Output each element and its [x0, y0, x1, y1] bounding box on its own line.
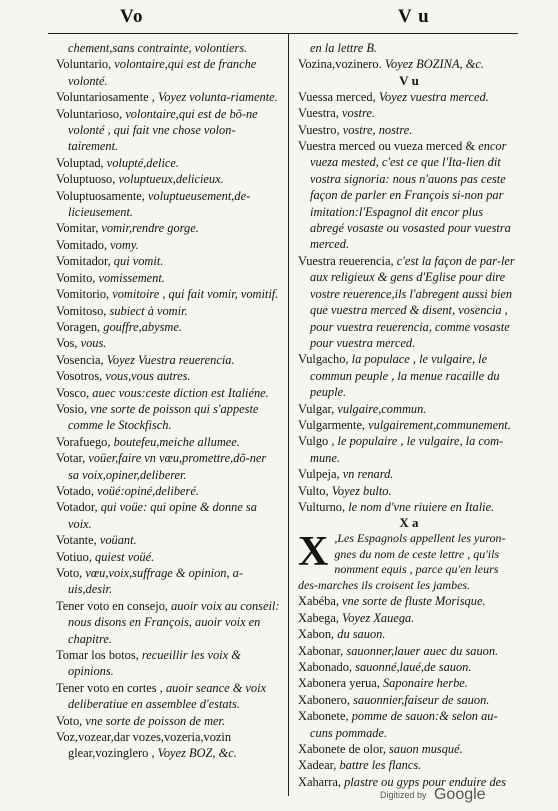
dictionary-entry — [298, 433, 520, 466]
entry-definition: auoir voix au conseil: nous disons en François, auoir voix en chapitre. — [68, 598, 280, 646]
entry-definition: sauonné,laué,de sauon. — [355, 660, 472, 674]
entry-definition: vomitoire , qui fait vomir, vomitif. — [112, 287, 279, 302]
entry-headword: Vozina,vozinero. — [298, 57, 382, 72]
entry-headword: Voragen, — [56, 319, 101, 334]
entry-definition: vostre. — [342, 106, 375, 121]
entry-headword: Voto, — [56, 566, 83, 580]
entry-definition: en la lettre B. — [310, 41, 377, 55]
entry-headword: Vulgacho, — [298, 352, 349, 367]
dictionary-entry — [298, 483, 520, 499]
dictionary-entry — [56, 89, 280, 105]
dictionary-entry — [298, 659, 520, 675]
entry-headword: Vomitado, — [56, 237, 108, 252]
xa-intro-text: ,Les Espagnols appellent les yuron-gnes du nom de ceste lettre , qu'ils nomment equis , parce qu'en leurs des-marches ils croisent les jambes. — [298, 531, 506, 592]
dictionary-entry — [56, 450, 280, 483]
entry-headword: Xadear, — [298, 758, 337, 773]
entry-definition: Voyez Vuestra reuerencia. — [106, 352, 235, 367]
entry-headword: Voz,vozear,dar vozes,vozeria,vozin glear,vozinglero , — [56, 730, 232, 761]
entry-definition: Voyez bulto. — [331, 483, 392, 498]
entry-definition: vous,vous autres. — [105, 369, 191, 384]
dictionary-entry — [56, 499, 280, 532]
dictionary-entry — [56, 401, 280, 434]
dictionary-entry — [56, 598, 280, 647]
header-right: V u — [398, 6, 430, 27]
entry-definition: Voyez Xauega. — [342, 610, 415, 625]
dictionary-entry — [298, 138, 520, 253]
dictionary-entry — [56, 270, 280, 286]
header-left: Vo — [120, 6, 144, 27]
entry-definition: voüer,faire vn vœu,promettre,dõ-ner sa voix,opiner,deliberer. — [68, 451, 267, 482]
entry-headword: Vosio, — [56, 401, 88, 416]
entry-definition: voüé:opiné,deliberé. — [97, 483, 199, 498]
entry-definition: vn renard. — [342, 467, 394, 482]
entry-headword: Vomito, — [56, 270, 96, 285]
entry-headword: Voto, — [56, 713, 83, 728]
entry-definition: la populace , le vulgaire, le commun peuple , la menue racaille du peuple. — [310, 352, 500, 400]
entry-headword: Xabonera yerua, — [298, 676, 380, 691]
entry-headword: Tener voto en cortes , — [56, 680, 163, 695]
entry-definition: sauonner,lauer auec du sauon. — [346, 643, 499, 658]
entry-definition: plastre ou gyps pour enduire des — [344, 774, 506, 789]
entry-definition: vne sorte de fluste Morisque. — [342, 594, 486, 609]
digitized-footer — [380, 786, 486, 804]
header-rule — [48, 33, 518, 34]
entry-headword: Votador, — [56, 500, 98, 515]
dictionary-entry — [298, 692, 520, 708]
entry-definition: Voyez BOZINA, &c. — [384, 57, 484, 72]
entry-headword: Voluptuoso, — [56, 172, 116, 187]
entry-definition: Voyez volunta-riamente. — [158, 90, 278, 105]
dictionary-entry — [56, 647, 280, 680]
entry-definition: battre les flancs. — [339, 758, 422, 773]
entry-definition: voluptueux,delicieux. — [118, 172, 224, 187]
entry-headword: Voluptad, — [56, 155, 104, 170]
dictionary-entry — [298, 40, 520, 56]
entry-definition: vulgairement,communement. — [368, 417, 511, 432]
dictionary-entry — [298, 675, 520, 691]
entry-headword: Tomar los botos, — [56, 648, 139, 663]
dictionary-entry — [56, 729, 280, 762]
digitized-label: Digitized by — [380, 789, 427, 800]
dictionary-entry — [56, 319, 280, 335]
dictionary-entry — [56, 155, 280, 171]
entry-definition: sauon musqué. — [389, 742, 463, 757]
entry-definition: du sauon. — [337, 627, 386, 642]
entry-headword: Vomitar, — [56, 221, 99, 236]
entry-headword: Vosencia, — [56, 352, 104, 367]
entry-headword: Voluntarioso, — [56, 106, 123, 121]
entry-headword: Xabon, — [298, 627, 335, 642]
entry-headword: Vuessa merced, — [298, 89, 376, 104]
entry-definition: voüant. — [99, 533, 137, 548]
dictionary-entry — [298, 56, 520, 72]
dictionary-entry — [56, 40, 280, 56]
entry-headword: Vulgarmente, — [298, 417, 366, 432]
entry-definition: volontaire,qui est de bõ-ne volonté , qui fait vne chose volon-tairement. — [68, 106, 258, 154]
dictionary-entry — [298, 593, 520, 609]
dictionary-entry — [56, 713, 280, 729]
dictionary-entry — [56, 220, 280, 236]
dictionary-entry — [56, 188, 280, 221]
dictionary-entry — [298, 122, 520, 138]
entry-headword: Voluntariosamente , — [56, 90, 155, 105]
entry-headword: Vomitoso, — [56, 303, 107, 318]
entry-definition: chement,sans contrainte, volontiers. — [68, 41, 248, 55]
entry-definition: le populaire , le vulgaire, la com-mune. — [310, 434, 504, 465]
section-heading-xa: X a — [399, 515, 419, 531]
entry-definition: vous. — [80, 336, 107, 351]
entry-headword: Votiuo, — [56, 549, 92, 564]
entry-definition: vœu,voix,suffrage & opinion, a-uis,desir. — [68, 566, 244, 597]
entry-headword: Tener voto en consejo, — [56, 598, 168, 613]
running-header — [0, 6, 558, 32]
entry-headword: Votar, — [56, 451, 86, 466]
entry-definition: sauonnier,faiseur de sauon. — [353, 692, 490, 707]
entry-headword: Xabonero, — [298, 692, 350, 707]
entry-definition: pomme de sauon:& selon au-cuns pommade. — [310, 709, 498, 740]
left-column — [56, 40, 280, 762]
entry-definition: vulgaire,commun. — [337, 401, 427, 416]
dictionary-entry — [56, 335, 280, 351]
dictionary-entry — [56, 565, 280, 598]
dictionary-entry — [56, 368, 280, 384]
xa-intro-paragraph — [298, 531, 520, 593]
entry-headword: Vulpeja, — [298, 467, 340, 482]
entry-definition: vne sorte de poisson de mer. — [85, 713, 226, 728]
dictionary-entry — [298, 499, 520, 515]
dictionary-entry — [298, 89, 520, 105]
entry-definition: auec vous:ceste diction est Italiéne. — [92, 385, 269, 400]
entry-definition: quiest voüé. — [95, 549, 155, 564]
entry-headword: Vulgar, — [298, 401, 335, 416]
entry-headword: Voluptuosamente, — [56, 188, 145, 203]
dictionary-entry — [298, 741, 520, 757]
dictionary-entry — [298, 401, 520, 417]
dictionary-entry — [56, 253, 280, 269]
section-heading-vu: V u — [399, 72, 419, 88]
entry-headword: Vuestro, — [298, 122, 340, 137]
entry-definition: Voyez vuestra merced. — [378, 89, 489, 104]
entry-headword: Xabonete de olor, — [298, 742, 386, 757]
entry-headword: Vuestra merced ou vueza merced & — [298, 139, 476, 154]
dictionary-entry — [56, 549, 280, 565]
entry-definition: c'est la façon de par-ler aux religieux & gens d'Eglise pour dire vostre reuerence,ils l'abregent aussi bien que vuestra merced & disent, vosencia , pour vuestra reuerencia, comme vosaste pour vuestra merced. — [310, 253, 515, 350]
dictionary-entry — [56, 106, 280, 155]
entry-definition: le nom d'vne riuiere en Italie. — [348, 499, 495, 514]
dictionary-entry — [56, 434, 280, 450]
column-divider — [288, 34, 289, 796]
entry-headword: Vulto, — [298, 483, 329, 498]
entry-definition: Saponaire herbe. — [382, 676, 468, 691]
dictionary-entry — [56, 385, 280, 401]
entry-definition: volupté,delice. — [106, 155, 179, 170]
entry-definition: gouffre,abysme. — [103, 319, 182, 334]
entry-definition: vomir,rendre gorge. — [101, 221, 199, 236]
dictionary-entry — [298, 351, 520, 400]
entry-headword: Xabonete, — [298, 709, 349, 724]
dictionary-entry — [298, 466, 520, 482]
entry-headword: Xabega, — [298, 610, 339, 625]
dictionary-entry — [56, 56, 280, 89]
dictionary-entry — [298, 253, 520, 351]
dictionary-entry — [56, 303, 280, 319]
entry-definition: vostre, nostre. — [342, 122, 413, 137]
entry-definition: recueillir les voix & opinions. — [68, 648, 241, 679]
entry-headword: Vosco, — [56, 385, 90, 400]
entry-definition: vomy. — [110, 237, 139, 252]
dictionary-entry — [56, 352, 280, 368]
entry-headword: Xaharra, — [298, 774, 341, 789]
entry-definition: voluptueusement,de-licieusement. — [68, 188, 251, 220]
entry-definition: auoir seance & voix deliberatiue en assemblee d'estats. — [68, 680, 267, 712]
dictionary-entry — [56, 532, 280, 548]
entry-headword: Vulgo , — [298, 434, 335, 449]
entry-headword: Vos, — [56, 336, 78, 351]
entry-definition: subiect à vomir. — [109, 303, 188, 318]
entry-headword: Vuestra, — [298, 106, 339, 121]
dictionary-entry — [298, 626, 520, 642]
entry-definition: encor vueza mested, c'est ce que l'Ita-lien dit vostra signoria: nous n'auons pas ceste façon de parler en François si-non par imitation:l'Espagnol dit encor plus abregé vosaste ou vosasted pour vuestra merced. — [310, 139, 511, 252]
dictionary-entry — [56, 680, 280, 713]
entry-headword: Votante, — [56, 533, 97, 548]
entry-headword: Vomitorio, — [56, 287, 110, 302]
entry-definition: boutefeu,meiche allumee. — [113, 434, 240, 449]
entry-headword: Vuestra reuerencia, — [298, 253, 394, 268]
entry-headword: Vomitador, — [56, 254, 111, 269]
entry-headword: Xabonar, — [298, 643, 344, 658]
dictionary-entry — [298, 105, 520, 121]
dictionary-entry — [298, 643, 520, 659]
entry-definition: Voyez BOZ, &c. — [157, 746, 237, 761]
dictionary-entry — [298, 757, 520, 773]
entry-definition: volontaire,qui est de franche volonté. — [68, 57, 257, 88]
entry-headword: Xabonado, — [298, 660, 353, 674]
dictionary-entry — [56, 237, 280, 253]
entry-headword: Vulturno, — [298, 499, 346, 514]
dictionary-entry — [56, 286, 280, 302]
dictionary-entry — [298, 417, 520, 433]
entry-definition: vomissement. — [98, 270, 165, 285]
dictionary-entry — [298, 610, 520, 626]
entry-definition: vne sorte de poisson qui s'appeste comme le Stockfisch. — [68, 401, 259, 433]
entry-headword: Xabéba, — [298, 594, 339, 609]
google-logo: Google — [433, 786, 486, 803]
entry-headword: Voluntario, — [56, 57, 112, 72]
drop-cap-letter: X — [298, 529, 329, 576]
entry-definition: qui vomit. — [113, 254, 164, 269]
dictionary-entry — [56, 483, 280, 499]
entry-headword: Vosotros, — [56, 369, 103, 384]
entry-headword: Vorafuego, — [56, 434, 111, 449]
dictionary-entry — [298, 708, 520, 741]
dictionary-entry — [56, 171, 280, 187]
entry-definition: qui voüe: qui opine & donne sa voix. — [68, 500, 257, 531]
entry-headword: Votado, — [56, 483, 94, 498]
right-column — [298, 40, 520, 790]
